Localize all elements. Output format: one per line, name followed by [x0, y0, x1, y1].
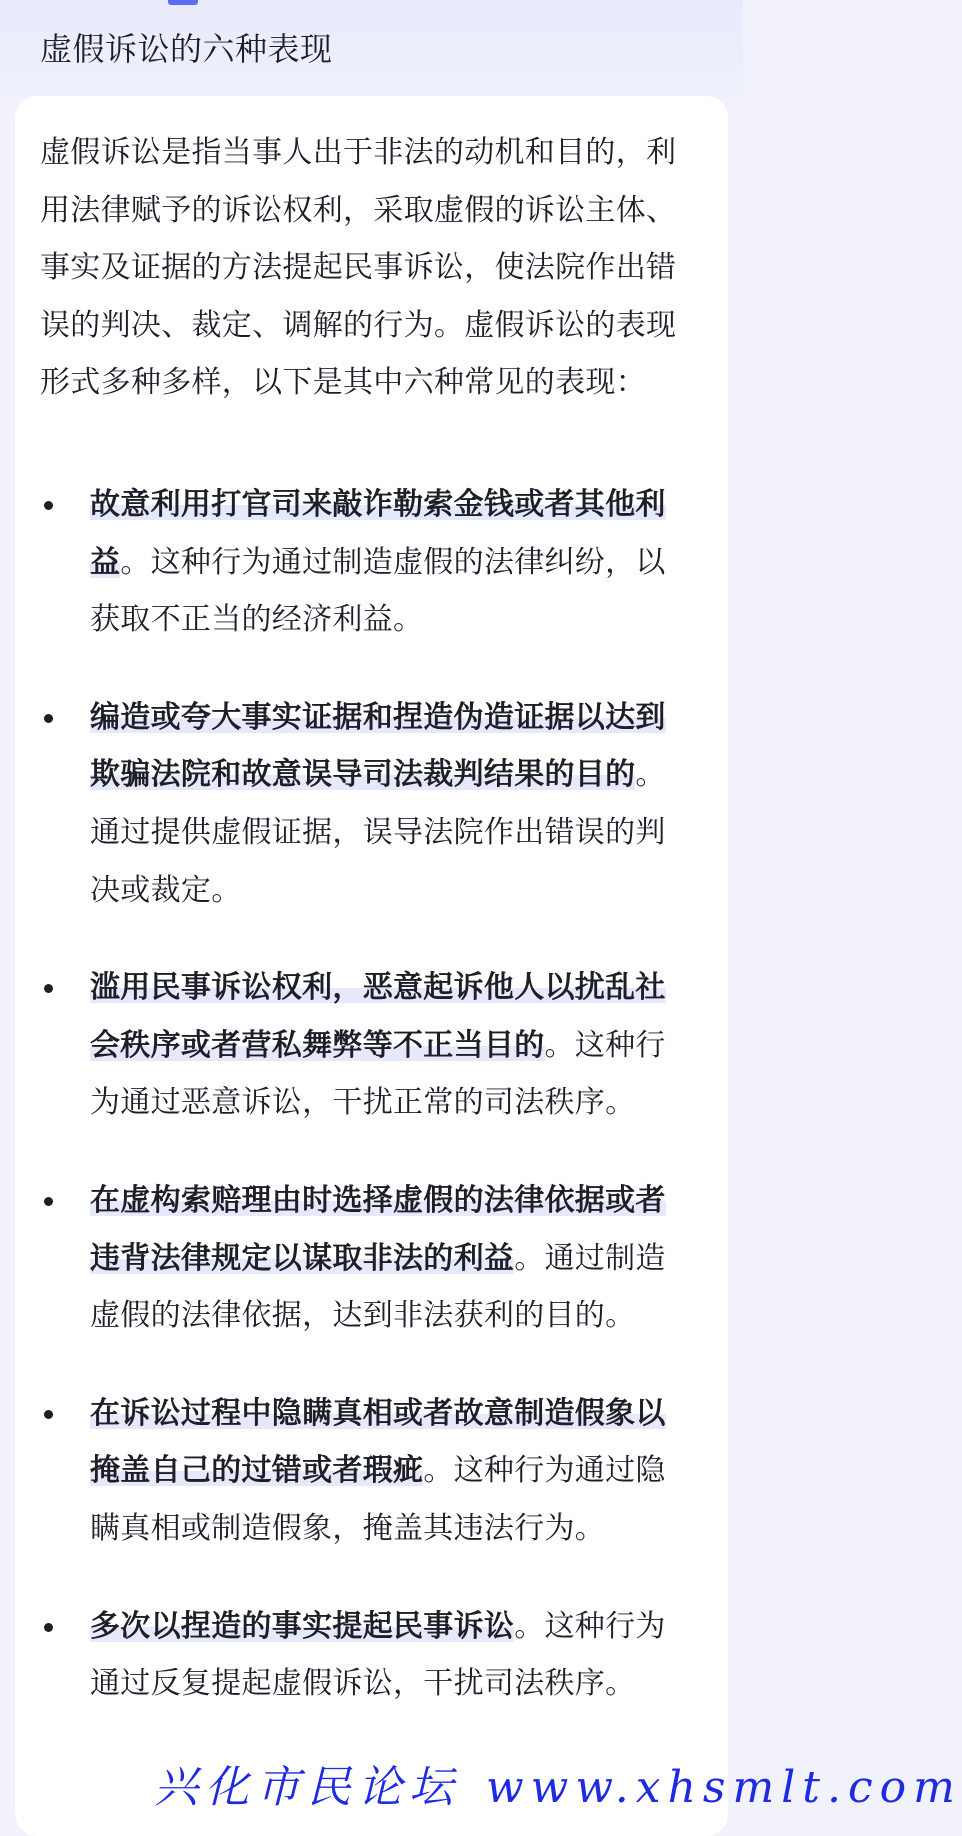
- item-highlight: 在虚构索赔理由时选择虚假的法律依据或者违背法律规定以谋取非法的利益: [90, 1182, 666, 1276]
- item-description: 。这种行为通过反复提起虚假诉讼，干扰司法秩序。: [90, 1608, 666, 1702]
- section-title: 虚假诉讼的六种表现: [40, 30, 333, 68]
- item-description: 。这种行为通过隐瞒真相或制造假象，掩盖其违法行为。: [90, 1453, 666, 1546]
- bullet-dot-icon: [44, 1623, 53, 1632]
- section-header: [0, 0, 743, 98]
- manifestation-list: [0, 476, 743, 1753]
- item-highlight: 多次以捏造的事实提起民事诉讼: [90, 1608, 515, 1644]
- forum-watermark: [154, 1756, 962, 1820]
- item-description: 。通过制造虚假的法律依据，达到非法获利的目的。: [90, 1240, 666, 1334]
- bullet-dot-icon: [44, 501, 53, 510]
- bullet-dot-icon: [44, 984, 53, 993]
- list-item: [0, 1598, 684, 1713]
- watermark-name: 兴化市民论坛: [154, 1762, 460, 1813]
- item-highlight: 滥用民事诉讼权利，恶意起诉他人以扰乱社会秩序或者营私舞弊等不正当目的: [90, 970, 666, 1063]
- bullet-dot-icon: [44, 1410, 53, 1419]
- list-item: [0, 689, 684, 919]
- list-item: [0, 1172, 684, 1345]
- item-highlight: 故意利用打官司来敲诈勒索金钱或者其他利益: [90, 487, 666, 580]
- watermark-url: www.xhsmlt.com: [486, 1762, 962, 1813]
- list-item: [0, 959, 684, 1132]
- item-highlight: 在诉讼过程中隐瞒真相或者故意制造假象以掩盖自己的过错或者瑕疵: [90, 1395, 666, 1489]
- list-item: [0, 1385, 684, 1558]
- bullet-dot-icon: [44, 1197, 53, 1206]
- item-description: 。通过提供虚假证据，误导法院作出错误的判决或裁定。: [90, 757, 666, 908]
- list-item: [0, 476, 684, 649]
- active-tab-indicator: [168, 0, 198, 5]
- item-description: 。这种行为通过恶意诉讼，干扰正常的司法秩序。: [90, 1027, 666, 1121]
- item-highlight: 编造或夸大事实证据和捏造伪造证据以达到欺骗法院和故意误导司法裁判结果的目的: [90, 699, 666, 793]
- item-description: 。这种行为通过制造虚假的法律纠纷，以获取不正当的经济利益。: [90, 544, 666, 638]
- intro-paragraph: 虚假诉讼是指当事人出于非法的动机和目的，利用法律赋予的诉讼权利，采取虚假的诉讼主体、事实及证据的方法提起民事诉讼，使法院作出错误的判决、裁定、调解的行为。虚假诉讼的表现形式多种多样，以下是其中六种常见的表现：: [40, 135, 677, 401]
- bullet-dot-icon: [44, 714, 53, 723]
